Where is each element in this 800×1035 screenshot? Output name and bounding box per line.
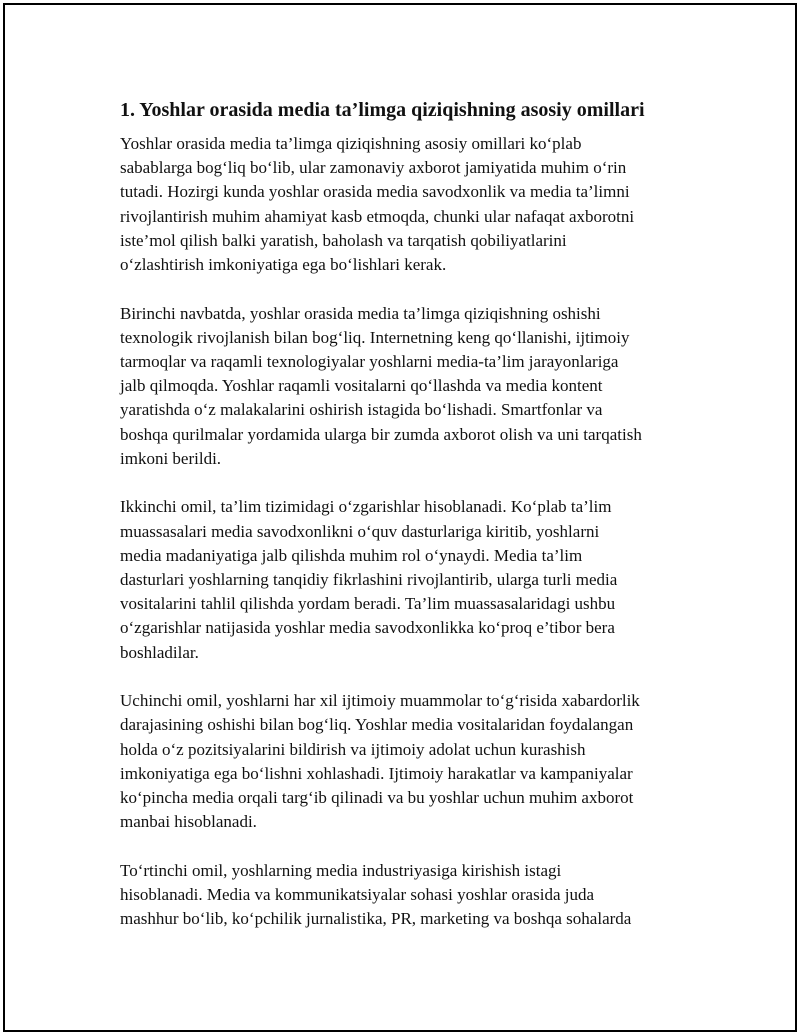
paragraph-line: muassasalari media savodxonlikni o‘quv dasturlariga kiritib, yoshlarni [120,521,600,541]
paragraph-line: dasturlari yoshlarning tanqidiy fikrlashini rivojlantirib, ularga turli media [120,570,618,590]
paragraph-line: ko‘pincha media orqali targ‘ib qilinadi va bu yoshlar uchun muhim axborot [120,788,634,808]
paragraph-line: hisoblanadi. Media va kommunikatsiyalar sohasi yoshlar orasida juda [120,885,595,905]
paragraph-line: tarmoqlar va raqamli texnologiyalar yoshlarni media-ta’lim jarayonlariga [120,352,619,372]
paragraph-line: sabablarga bog‘liq bo‘lib, ular zamonaviy axborot jamiyatida muhim o‘rin [120,158,627,178]
page-frame [3,3,797,1032]
paragraph-line: mashhur bo‘lib, ko‘pchilik jurnalistika, PR, marketing va boshqa sohalarda [120,909,632,929]
paragraph-line: yaratishda o‘z malakalarini oshirish istagida bo‘lishadi. Smartfonlar va [120,400,603,420]
paragraph-line: Uchinchi omil, yoshlarni har xil ijtimoiy muammolar to‘g‘risida xabardorlik [120,691,640,711]
paragraph-line: Birinchi navbatda, yoshlar orasida media ta’limga qiziqishning oshishi [120,303,601,323]
paragraph [120,302,700,471]
paragraph-line: boshladilar. [120,642,199,662]
paragraph-line: boshqa qurilmalar yordamida ularga bir zumda axborot olish va uni tarqatish [120,424,642,444]
paragraph-line: imkoni berildi. [120,448,222,468]
paragraph-line: manbai hisoblanadi. [120,812,257,832]
paragraph-line: imkoniyatiga ega bo‘lishni xohlashadi. Ijtimoiy harakatlar va kampaniyalar [120,763,633,783]
paragraph-line: o‘zgarishlar natijasida yoshlar media savodxonlikka ko‘proq e’tibor bera [120,618,615,638]
paragraph-line: Ikkinchi omil, ta’lim tizimidagi o‘zgarishlar hisoblanadi. Ko‘plab ta’lim [120,497,612,517]
paragraph-line: To‘rtinchi omil, yoshlarning media industriyasiga kirishish istagi [120,860,562,880]
paragraph-line: holda o‘z pozitsiyalarini bildirish va ijtimoiy adolat uchun kurashish [120,739,586,759]
paragraph-line: o‘zlashtirish imkoniyatiga ega bo‘lishlari kerak. [120,255,447,275]
paragraph-list [120,132,700,931]
paragraph-line: media madaniyatiga jalb qilishda muhim rol o‘ynaydi. Media ta’lim [120,545,583,565]
section-heading: 1. Yoshlar orasida media ta’limga qiziqishning asosiy omillari [120,99,645,121]
paragraph [120,495,700,664]
document-body [120,97,700,956]
paragraph-line: vositalarini tahlil qilishda yordam beradi. Ta’lim muassasalaridagi ushbu [120,594,616,614]
paragraph-line: Yoshlar orasida media ta’limga qiziqishning asosiy omillari ko‘plab [120,134,582,153]
paragraph [120,689,700,834]
paragraph [120,132,700,277]
paragraph [120,859,700,932]
paragraph-line: tutadi. Hozirgi kunda yoshlar orasida media savodxonlik va media ta’limni [120,182,630,202]
paragraph-line: iste’mol qilish balki yaratish, baholash va tarqatish qobiliyatlarini [120,230,567,250]
paragraph-line: texnologik rivojlanish bilan bog‘liq. Internetning keng qo‘llanishi, ijtimoiy [120,327,630,347]
paragraph-line: jalb qilmoqda. Yoshlar raqamli vositalarni qo‘llashda va media kontent [120,376,603,396]
paragraph-line: rivojlantirish muhim ahamiyat kasb etmoqda, chunki ular nafaqat axborotni [120,206,635,226]
paragraph-line: darajasining oshishi bilan bog‘liq. Yoshlar media vositalaridan foydalangan [120,715,634,735]
